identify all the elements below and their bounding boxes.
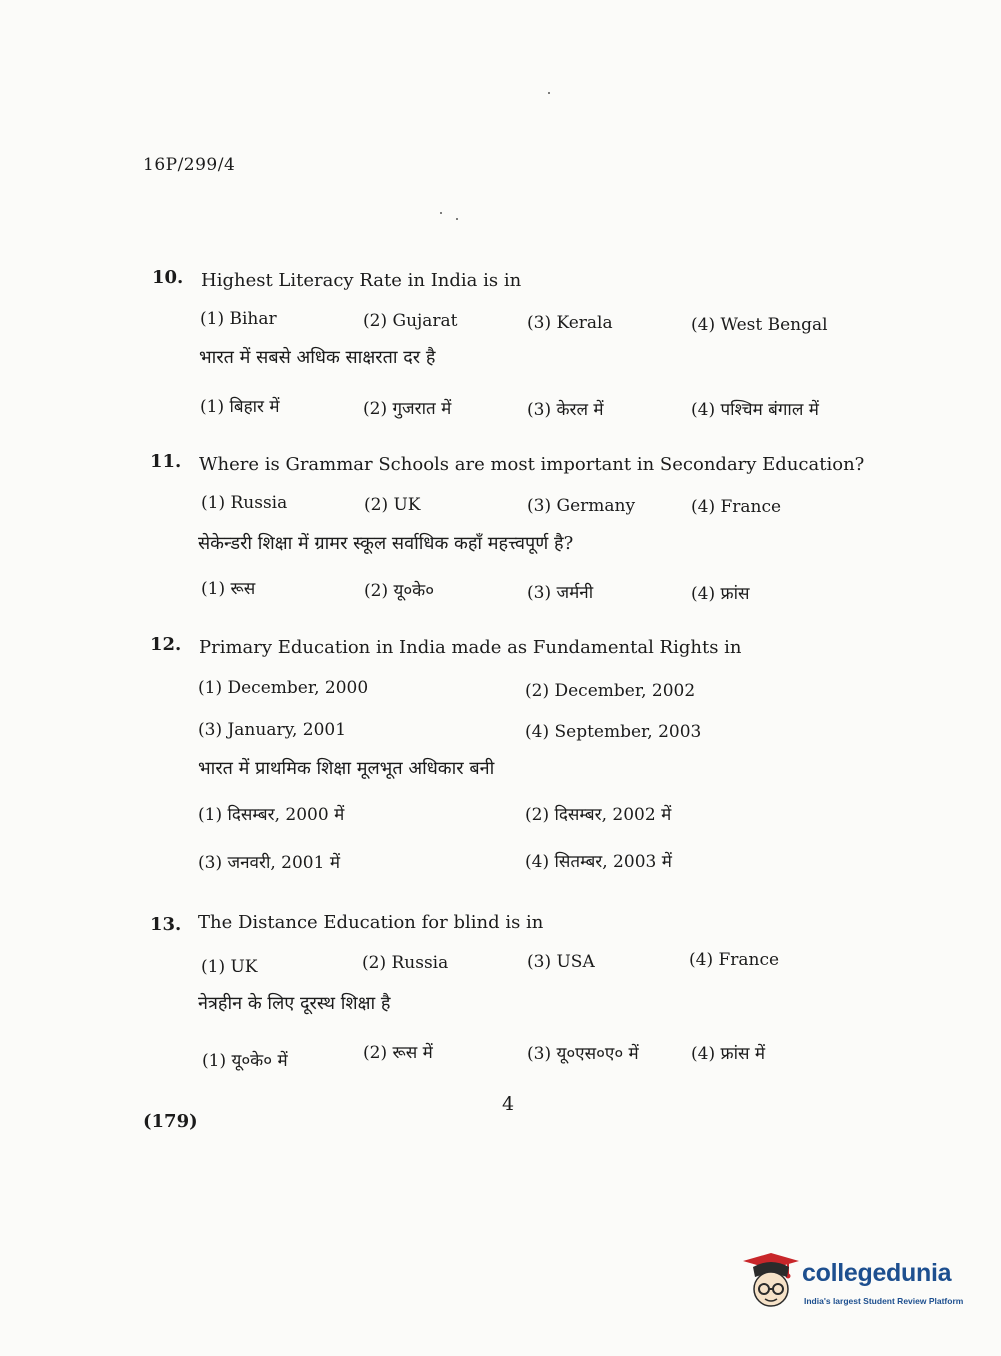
question-text-hindi: नेत्रहीन के लिए दूरस्थ शिक्षा है (198, 993, 391, 1014)
hindi-option-1: (1) रूस (201, 579, 256, 599)
question-text-hindi: भारत में प्राथमिक शिक्षा मूलभूत अधिकार बनी (198, 758, 495, 779)
question-number: 12. (150, 634, 182, 655)
collegedunia-watermark (741, 1247, 971, 1317)
page-number: 4 (502, 1093, 515, 1115)
hindi-option-2: (2) गुजरात में (363, 399, 452, 419)
hindi-option-3: (3) जर्मनी (527, 583, 594, 603)
option-2: (2) UK (364, 495, 421, 515)
hindi-option-3: (3) केरल में (527, 400, 604, 420)
hindi-option-1: (1) बिहार में (200, 397, 280, 417)
scan-speck (548, 92, 550, 94)
hindi-option-4: (4) पश्चिम बंगाल में (691, 400, 819, 420)
option-2: (2) Gujarat (363, 311, 458, 331)
paper-code-footer: (179) (143, 1111, 198, 1132)
option-4: (4) West Bengal (691, 315, 828, 335)
question-number: 13. (150, 914, 182, 935)
option-1: (1) December, 2000 (198, 678, 369, 698)
question-number: 11. (150, 451, 182, 472)
option-2: (2) Russia (362, 953, 449, 973)
option-4: (4) France (691, 497, 782, 517)
hindi-option-2: (2) रूस में (363, 1043, 433, 1063)
hindi-option-4: (4) फ्रांस (691, 584, 750, 604)
hindi-option-4: (4) फ्रांस में (691, 1044, 766, 1064)
hindi-option-2: (2) यू०के० (364, 581, 435, 601)
paper-code-header: 16P/299/4 (143, 155, 236, 175)
scan-speck (440, 212, 442, 214)
brand-tagline: India's largest Student Review Platform (804, 1296, 964, 1306)
option-2: (2) December, 2002 (525, 681, 696, 701)
question-text-hindi: सेकेन्डरी शिक्षा में ग्रामर स्कूल सर्वाधिक कहाँ महत्त्वपूर्ण है? (198, 533, 574, 554)
option-4: (4) France (689, 950, 780, 970)
option-3: (3) Kerala (527, 313, 613, 333)
question-text-hindi: भारत में सबसे अधिक साक्षरता दर है (199, 347, 436, 368)
option-4: (4) September, 2003 (525, 722, 702, 742)
hindi-option-4: (4) सितम्बर, 2003 में (525, 852, 672, 872)
scan-speck (456, 218, 458, 220)
option-3: (3) January, 2001 (198, 720, 347, 740)
question-text: Where is Grammar Schools are most important in Secondary Education? (199, 454, 865, 475)
option-1: (1) UK (201, 957, 258, 977)
option-1: (1) Bihar (200, 309, 277, 329)
question-text: Highest Literacy Rate in India is in (201, 270, 522, 291)
option-3: (3) Germany (527, 496, 636, 516)
hindi-option-2: (2) दिसम्बर, 2002 में (525, 805, 672, 825)
brand-name: collegedunia (802, 1259, 952, 1287)
hindi-option-3: (3) यू०एस०ए० में (527, 1044, 639, 1064)
hindi-option-3: (3) जनवरी, 2001 में (198, 853, 340, 873)
question-text: Primary Education in India made as Fundamental Rights in (199, 637, 742, 658)
option-1: (1) Russia (201, 493, 288, 513)
option-3: (3) USA (527, 952, 595, 972)
hindi-option-1: (1) यू०के० में (202, 1051, 288, 1071)
hindi-option-1: (1) दिसम्बर, 2000 में (198, 805, 345, 825)
question-number: 10. (152, 267, 184, 288)
mascot-icon (741, 1247, 801, 1313)
question-text: The Distance Education for blind is in (198, 912, 544, 933)
